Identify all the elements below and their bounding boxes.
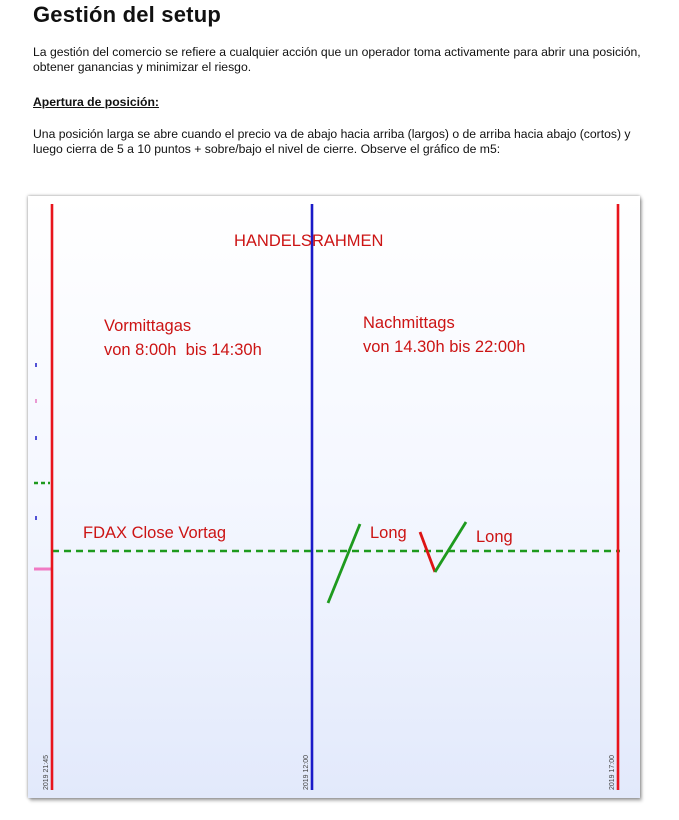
long-move-1 <box>328 524 360 603</box>
trading-frame-chart <box>28 196 640 798</box>
chart-canvas <box>28 196 640 798</box>
afternoon-session-time: von 14.30h bis 22:00h <box>363 338 526 356</box>
long-label-2: Long <box>476 528 513 546</box>
afternoon-session-label: Nachmittags <box>363 314 455 332</box>
axis-time-label-mid: 2019 12:00 <box>303 754 310 790</box>
long-label-1: Long <box>370 524 407 542</box>
intro-paragraph: La gestión del comercio se refiere a cualquier acción que un operador toma activamente para abrir una posición, obtener ganancias y minimizar el riesgo. <box>33 45 641 74</box>
chart-header-label: HANDELSRAHMEN <box>234 232 384 250</box>
morning-session-label: Vormittagas <box>104 317 192 335</box>
axis-time-label-left: 2019 21:45 <box>43 754 50 790</box>
section-heading: Apertura de posición: <box>33 95 159 109</box>
axis-time-label-right: 2019 17:00 <box>609 754 616 790</box>
long-move-2 <box>435 522 466 572</box>
previous-close-label: FDAX Close Vortag <box>83 524 227 542</box>
document-title: Gestión del setup <box>33 2 221 27</box>
morning-session-time: von 8:00h bis 14:30h <box>104 341 262 359</box>
section-paragraph: Una posición larga se abre cuando el precio va de abajo hacia arriba (largos) o de arriba hacia abajo (cortos) y luego cierra de 5 a 10 puntos + sobre/bajo el nivel de cierre. Observe el gráfico de m5: <box>33 127 631 156</box>
pullback-move <box>420 532 435 572</box>
